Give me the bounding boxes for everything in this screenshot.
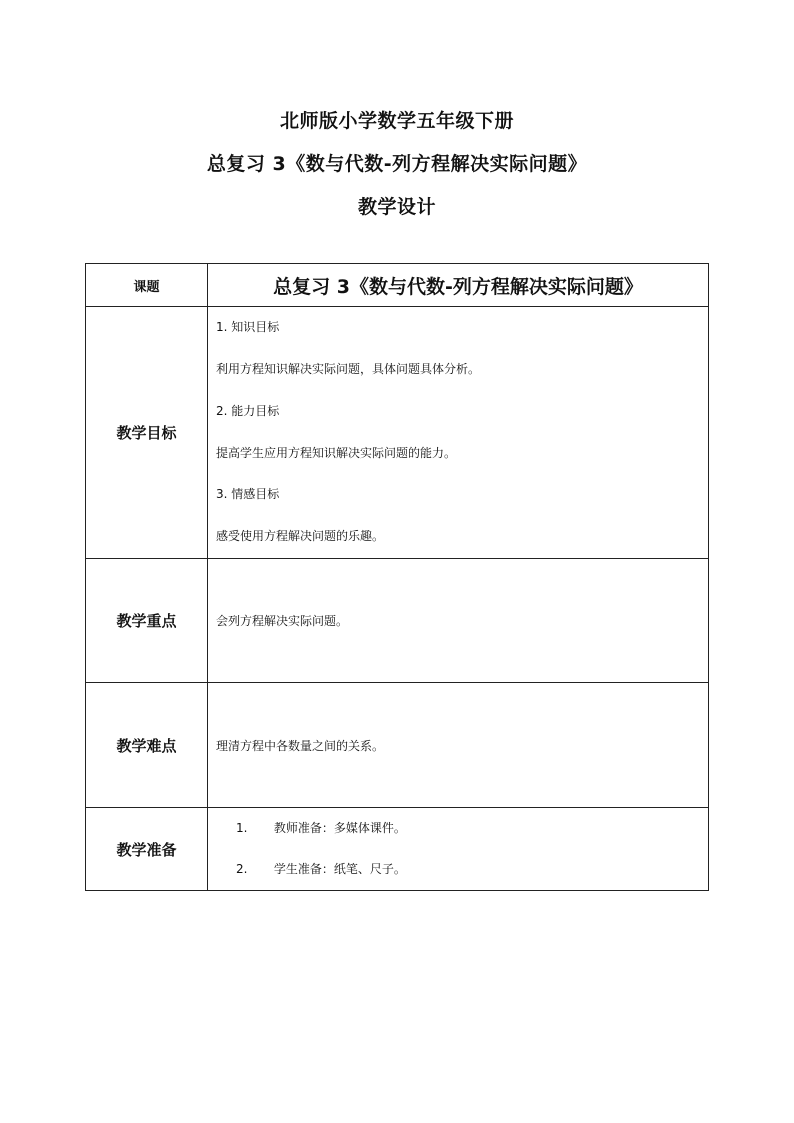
preparation-cell (208, 808, 709, 891)
row-topic (86, 264, 709, 307)
title-line-1: 北师版小学数学五年级下册 (279, 110, 514, 132)
goals-label: 教学目标 (86, 307, 208, 559)
goal-line: 1. 知识目标 (216, 320, 280, 335)
topic-value: 总复习 3《数与代数-列方程解决实际问题》 (208, 264, 709, 307)
goal-line: 2. 能力目标 (216, 403, 280, 418)
topic-label: 课题 (86, 264, 208, 307)
lesson-plan-table (85, 263, 709, 891)
goals-cell (208, 307, 709, 559)
goal-line: 利用方程知识解决实际问题，具体问题具体分析。 (216, 362, 481, 377)
difficulties-label: 教学难点 (86, 683, 208, 808)
preparation-item (208, 808, 708, 849)
preparation-item-text: 教师准备：多媒体课件。 (273, 821, 406, 835)
key-points-cell (208, 559, 709, 683)
goal-line: 提高学生应用方程知识解决实际问题的能力。 (216, 445, 457, 460)
preparation-item-text: 学生准备：纸笔、尺子。 (273, 862, 406, 876)
preparation-item-number: 1. (236, 821, 248, 835)
goal-line: 3. 情感目标 (216, 487, 280, 502)
row-preparation (86, 808, 709, 891)
difficulties-cell (208, 683, 709, 808)
key-points-value: 会列方程解决实际问题。 (216, 614, 349, 628)
preparation-item-number: 2. (236, 862, 248, 876)
title-line-2: 总复习 3《数与代数-列方程解决实际问题》 (206, 153, 588, 175)
title-line-3: 教学设计 (357, 196, 436, 218)
row-key-points (86, 559, 709, 683)
goal-line: 感受使用方程解决问题的乐趣。 (216, 528, 385, 543)
row-goals (86, 307, 709, 559)
document-title (0, 100, 794, 229)
preparation-item (208, 849, 708, 890)
row-difficulties (86, 683, 709, 808)
preparation-label: 教学准备 (86, 808, 208, 891)
key-points-label: 教学重点 (86, 559, 208, 683)
difficulties-value: 理清方程中各数量之间的关系。 (216, 738, 385, 753)
